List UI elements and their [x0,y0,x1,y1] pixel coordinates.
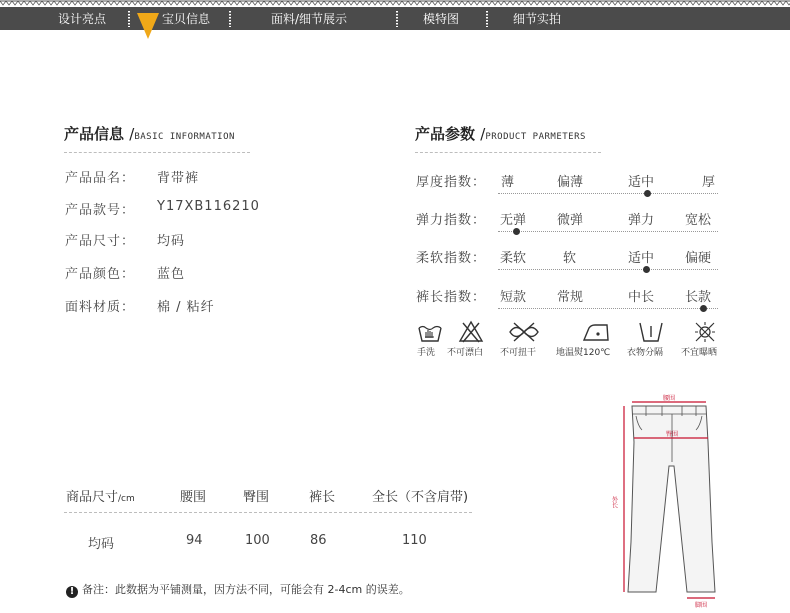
care-label: 不宜曝晒 [681,348,718,358]
product-params-heading: 产品参数 /PRODUCT PARMETERS [415,125,586,143]
info-label: 产品品名： [65,171,136,186]
no-wring-icon [506,320,542,344]
product-info-title: 产品信息 [64,125,125,143]
param-option: 薄 [501,175,515,190]
info-label: 产品款号： [65,203,136,218]
care-label: 地温熨120℃ [556,348,611,358]
size-cell: 110 [402,533,427,548]
param-option: 短款 [500,290,527,305]
waist-label: 腰围 [662,395,676,402]
nav-separator [229,11,231,27]
product-params-title: 产品参数 [415,125,476,143]
iron-low-icon [581,320,611,344]
size-cell: 86 [310,533,327,548]
size-cell: 100 [245,533,270,548]
param-indicator-dot [644,190,651,197]
size-table-unit: /cm [118,494,135,504]
param-scale-line [498,193,718,194]
care-label: 不可扭干 [500,348,537,358]
size-table-header-title [66,486,135,505]
active-tab-marker [137,13,159,39]
size-col-header: 臀围 [243,490,270,505]
product-info-subtitle: BASIC INFORMATION [134,132,235,142]
param-scale-line [498,231,718,232]
measurement-note [66,581,410,598]
size-table-divider [64,512,472,513]
param-indicator-dot [513,228,520,235]
nav-separator [128,11,130,27]
hand-wash-icon [417,320,443,344]
top-decorative-border [0,0,790,7]
wash-separately-icon [638,320,664,344]
param-label: 弹力指数： [416,213,487,228]
size-col-header: 裤长 [309,490,336,505]
nav-tab-design-highlights[interactable]: 设计亮点 [58,12,107,26]
size-row-label: 均码 [88,537,115,552]
param-option: 弹力 [628,213,655,228]
param-option: 柔软 [500,251,527,266]
info-value: 棉 / 粘纤 [157,300,215,315]
param-label: 柔软指数： [416,251,487,266]
param-option: 适中 [628,251,655,266]
info-value: Y17XB116210 [157,199,260,214]
nav-separator [396,11,398,27]
param-scale-line [498,269,718,270]
warning-icon: ! [66,586,78,598]
no-sun-dry-icon [692,320,718,344]
length-label: 外长 [610,496,618,508]
param-option: 偏硬 [685,251,712,266]
nav-separator [486,11,488,27]
param-indicator-dot [700,305,707,312]
param-label: 厚度指数： [416,175,487,190]
nav-bar [0,7,790,30]
info-value: 蓝色 [157,267,186,282]
note-text: 备注：此数据为平铺测量，因方法不同，可能会有 2-4cm 的误差。 [82,583,410,596]
param-option: 软 [563,251,577,266]
nav-tab-product-info[interactable]: 宝贝信息 [162,12,211,26]
nav-tab-model-photos[interactable]: 模特图 [423,12,460,26]
size-col-header: 全长（不含肩带) [372,490,469,505]
param-option: 偏薄 [557,175,584,190]
care-label: 手洗 [417,348,436,358]
care-label: 不可漂白 [447,348,484,358]
info-value: 均码 [157,234,186,249]
hip-label: 臀围 [665,431,679,438]
info-value: 背带裤 [157,171,200,186]
nav-tab-detail-photos[interactable]: 细节实拍 [513,12,562,26]
size-table-title: 商品尺寸 [66,490,119,505]
param-option: 长款 [685,290,712,305]
param-scale-line [498,308,718,309]
hem-label: 脚围 [694,602,708,609]
no-bleach-icon [458,320,484,344]
param-option: 厚 [702,175,716,190]
divider [64,152,250,153]
info-label: 面料材质： [65,300,136,315]
param-option: 无弹 [500,213,527,228]
param-option: 微弹 [557,213,584,228]
param-label: 裤长指数： [416,290,487,305]
param-option: 中长 [628,290,655,305]
info-label: 产品颜色： [65,267,136,282]
size-col-header: 腰围 [180,490,207,505]
product-params-subtitle: PRODUCT PARMETERS [485,132,586,142]
param-option: 适中 [628,175,655,190]
param-indicator-dot [643,266,650,273]
param-option: 常规 [557,290,584,305]
nav-tab-fabric-details[interactable]: 面料/细节展示 [271,12,348,26]
product-info-heading: 产品信息 /BASIC INFORMATION [64,125,235,143]
care-label: 衣物分隔 [627,348,664,358]
divider [415,152,601,153]
info-label: 产品尺寸： [65,234,136,249]
param-option: 宽松 [685,213,712,228]
pants-measurement-diagram [612,392,732,610]
size-cell: 94 [186,533,203,548]
